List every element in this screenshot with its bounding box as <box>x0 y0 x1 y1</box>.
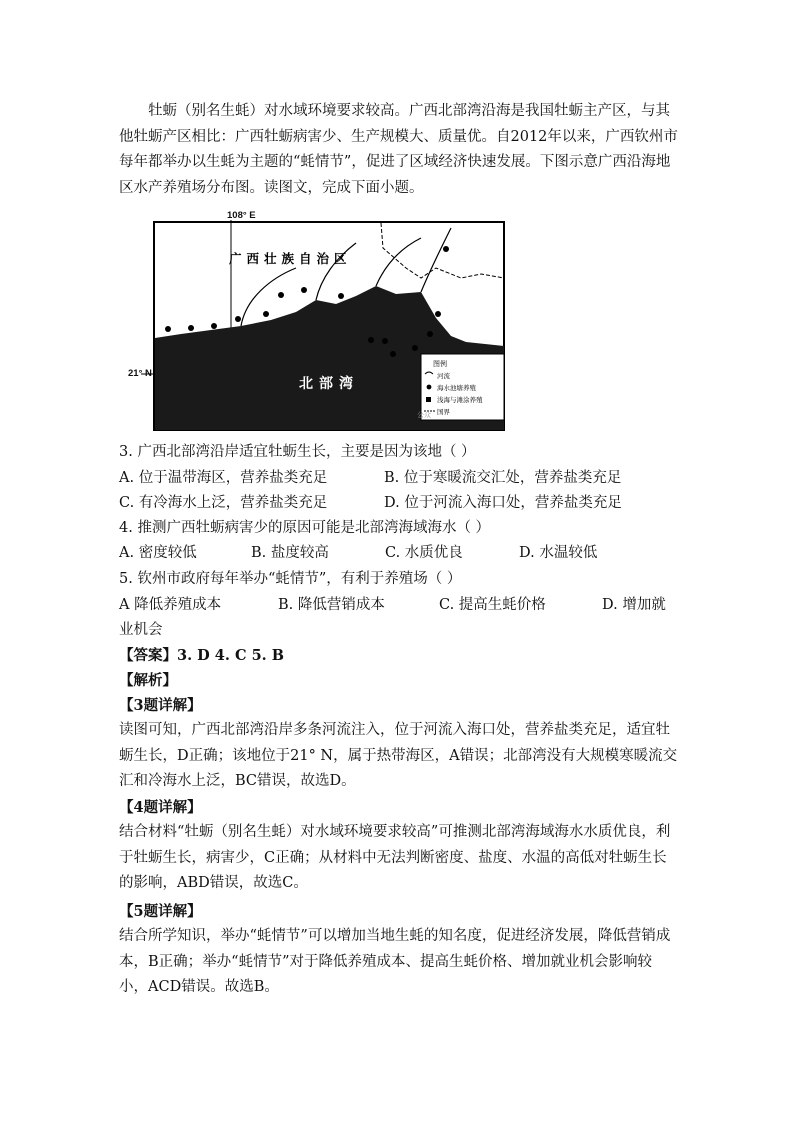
detail-3-title: 【3题详解】 <box>119 697 202 714</box>
question-3-option-d: D. 位于河流入海口处，营养盐类充足 <box>384 495 622 511</box>
sea-label: 北部湾 <box>299 376 359 392</box>
question-5-stem: 5. 钦州市政府每年举办“蚝情节”，有利于养殖场（ ） <box>119 571 462 587</box>
question-4-option-d: D. 水温较低 <box>519 545 598 561</box>
legend-shallow: 浅海与滩涂养殖 <box>437 396 483 404</box>
region-label: 广西壮族自治区 <box>229 251 352 266</box>
latitude-label: 21° N <box>128 368 152 379</box>
legend-title: 图例 <box>433 360 447 368</box>
longitude-label: 108° E <box>227 210 256 221</box>
analysis-title: 【解析】 <box>119 672 177 689</box>
question-5-option-c: C. 提高生蚝价格 <box>439 597 546 613</box>
detail-5-title: 【5题详解】 <box>119 903 202 920</box>
legend-river: 河流 <box>437 372 450 380</box>
question-3-option-a: A. 位于温带海区，营养盐类充足 <box>119 470 328 486</box>
question-4-option-a: A. 密度较低 <box>119 545 197 561</box>
detail-3-text: 读图可知，广西北部湾沿岸多条河流注入，位于河流入海口处，营养盐类充足，适宜牡蛎生长，D正确；该地位于21° N，属于热带海区，A错误；北部湾没有大规模寒暖流交汇和冷海水上泛，BC错误，故选D。 <box>119 722 678 789</box>
answer-line: 【答案】3. D 4. C 5. B <box>119 647 285 664</box>
question-4-option-c: C. 水质优良 <box>385 545 463 561</box>
question-5-option-d: D. 增加就 <box>602 597 666 613</box>
legend-pond: 海水池塘养殖 <box>437 384 476 392</box>
question-4-option-b: B. 盐度较高 <box>251 545 329 561</box>
question-3-stem: 3. 广西北部湾沿岸适宜牡蛎生长，主要是因为该地（ ） <box>119 444 476 460</box>
detail-4-title: 【4题详解】 <box>119 799 202 816</box>
question-3-option-b: B. 位于寒暖流交汇处，营养盐类充足 <box>384 470 622 486</box>
intro-paragraph: 牡蛎（别名生蚝）对水域环境要求较高。广西北部湾沿海是我国牡蛎主产区，与其他牡蛎产区相比：广西牡蛎病害少、生产规模大、质量优。自2012年以来，广西钦州市每年都举办以生蚝为主题的“蚝情节”，促进了区域经济快速发展。下图示意广西沿海地区水产养殖场分布图。读图文，完成下面小题。 <box>119 103 678 196</box>
question-4-stem: 4. 推测广西牡蛎病害少的原因可能是北部湾海域海水（ ） <box>119 520 491 536</box>
shallow-legend-icon <box>426 397 431 402</box>
detail-5-text: 结合所学知识，举办“蚝情节”可以增加当地生蚝的知名度，促进经济发展，降低营销成本，B正确；举办“蚝情节”对于降低养殖成本、提高生蚝价格、增加就业机会影响较小，ACD错误。故选B。 <box>119 928 671 995</box>
legend-border: 国界 <box>437 408 450 416</box>
question-3-option-c: C. 有冷海水上泛，营养盐类充足 <box>119 495 328 511</box>
detail-4-text: 结合材料“牡蛎（别名生蚝）对水域环境要求较高”可推测北部湾海域海水水质优良，利于牡蛎生长，病害少，C正确；从材料中无法判断密度、盐度、水温的高低对牡蛎生长的影响，ABD错误，故选C。 <box>119 824 671 891</box>
question-5-option-d-wrap: 业机会 <box>119 622 163 638</box>
pond-legend-icon <box>427 385 432 390</box>
aquaculture-map <box>121 208 513 434</box>
question-5-option-a: A 降低养殖成本 <box>119 597 222 613</box>
watermark: 公众 <box>417 411 431 419</box>
question-5-option-b: B. 降低营销成本 <box>278 597 385 613</box>
